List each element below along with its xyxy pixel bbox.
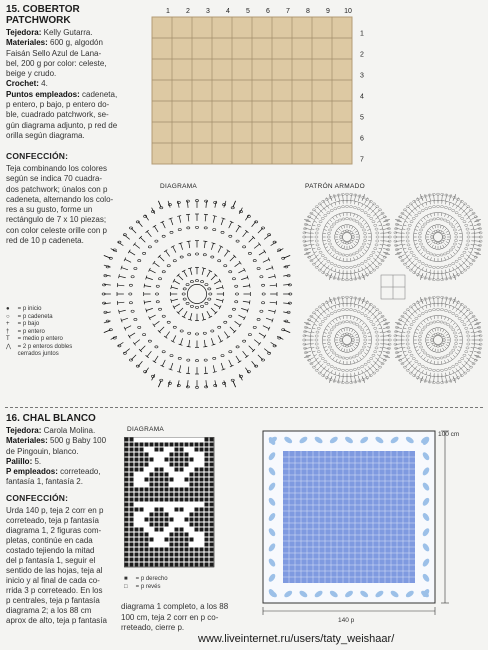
legend-item: † = p entero [6,328,45,335]
grid-col-label: 6 [266,8,270,15]
grid-col-label: 1 [166,8,170,15]
legend-item: T = medio p entero [6,336,63,342]
confeccion2-line: sentido de las hojas, teja al [6,566,103,575]
confeccion2-line: pletas, continúe en cada [6,536,93,545]
confeccion2-line: diagrama 2; a los 88 cm [6,606,92,615]
patchwork-grid-figure [140,0,380,170]
confeccion-line: Teja combinando los colores [6,164,107,173]
confeccion-line: res a su gusto, forme un [6,205,93,215]
confeccion2-line: correteado, teja p fantasía [6,516,99,525]
section1-legend [6,306,106,359]
grid-col-label: 3 [206,8,210,15]
section1-title-line1: 15. COBERTOR [6,4,80,15]
materials-line: beige y crudo. [6,69,57,79]
confeccion-line: rectángulo de 7 x 10 piezas; [6,215,107,225]
materials-line: Crochet: 4. [6,79,48,89]
materials-line: Puntos empleados: cadeneta, [6,89,118,99]
legend-symbol: + [6,321,10,327]
confeccion2-line: aprox de alto, teja p fantasía [6,616,107,625]
knit-legend [124,576,214,591]
confeccion-line: cadeneta, alternando los colo- [6,194,114,204]
materials2-label: Materiales: [6,436,48,446]
knit-legend-item: ■ = p derecho [124,576,168,582]
confeccion2-line: costado tejiendo la mitad [6,546,95,555]
materials2-line: Materiales: 500 g Baby 100 [6,436,107,446]
section2-confeccion-title: CONFECCIÓN: [6,493,69,503]
legend-symbol: † [6,328,10,335]
continued-line: rreteado, cierre p. [121,623,185,632]
legend-symbol: ● [6,306,10,312]
materials-line: ble, cuadrado patchwork, se- [6,110,109,120]
materials-line: Materiales: 600 g, algodón [6,38,103,48]
section1-title-line2: PATCHWORK [6,15,71,26]
confeccion2-line: inicio y al final de cada co- [6,576,100,585]
section1-title [6,4,80,26]
assembly-pattern [302,190,484,395]
materials-line: orilla según diagrama. [6,130,85,140]
section2-confeccion-text [6,506,124,626]
materials-label: Puntos empleados: [6,89,80,99]
materials-line: Tejedora: Kelly Gutarra. [6,28,93,37]
grid-row-label: 1 [360,30,364,38]
legend-symbol: T [6,336,10,342]
confeccion2-line: p centrales, teja p fantasía [6,596,100,605]
section2-materials [6,426,124,488]
legend-symbol: ⋀ [6,343,11,350]
grid-col-label: 4 [226,8,230,15]
confeccion2-line: rrida 3 p correteado. En los [6,586,103,595]
materials2-line: fantasía 1, fantasía 2. [6,477,83,487]
grid-col-label: 2 [186,8,190,15]
patron-label: PATRÓN ARMADO [305,183,365,190]
materials2-line: P empleados: correteado, [6,467,101,477]
legend-item: + = p bajo [6,321,40,327]
materials-line: bel, 200 g por color: celeste, [6,58,107,68]
crochet-octagon-diagram [95,192,300,397]
knit-diagram-label: DIAGRAMA [127,426,165,433]
confeccion-line: dos patchwork; únalos con p [6,184,108,194]
section2-continued-text [121,602,271,634]
grid-col-label: 9 [326,8,330,15]
knit-chart [124,437,218,573]
materials-label: Materiales: [6,38,48,48]
section1-confeccion-title: CONFECCIÓN: [6,151,69,161]
grid-col-label: 5 [246,8,250,15]
grid-col-label: 8 [306,8,310,15]
grid-row-label: 7 [360,156,364,164]
confeccion-line: red de 10 p cadeneta. [6,236,84,246]
grid-row-label: 4 [360,93,364,101]
confeccion-line: según se indica 70 cuadra- [6,174,103,184]
grid-row-label: 6 [360,135,364,143]
materials-line: p entero, p bajo, p entero do- [6,100,110,110]
dim-bottom-label: 140 p [338,617,355,624]
materials-line: gún diagrama adjunto, p red de [6,120,118,130]
continued-line: diagrama 1 completo, a los 88 [121,602,229,611]
section1-materials [6,28,146,141]
materials2-line: de Pingouin, blanco. [6,446,79,456]
section-divider [5,407,483,408]
materials-label: Tejedora: [6,28,42,37]
dim-right-label: 100 cm [438,431,460,438]
materials-label: Crochet: [6,79,39,89]
confeccion2-line: Urda 140 p, teja 2 corr en p [6,506,104,515]
watermark-url: www.liveinternet.ru/users/taty_weishaar/ [198,633,395,645]
grid-row-label: 5 [360,114,364,122]
legend-item: ● = p inicio [6,306,42,312]
materials2-line: Tejedora: Carola Molina. [6,426,96,435]
grid-col-label: 10 [344,8,352,15]
shawl-figure [258,426,486,631]
legend-item: cerrados juntos [16,351,59,357]
materials2-label: Tejedora: [6,426,42,435]
materials-line: Faisán Sello Azul de Lana- [6,48,102,58]
materials2-line: Palillo: 5. [6,456,42,466]
knit-legend-symbol: ■ [124,576,128,582]
materials2-label: Palillo: [6,456,33,466]
confeccion2-line: del p fantasía 1, seguir el [6,556,96,565]
patchwork-grid [152,8,364,164]
confeccion2-line: diagrama 1, 2 figuras com- [6,526,102,535]
confeccion-line: con color celeste orille con p [6,225,107,235]
materials2-label: P empleados: [6,467,58,477]
section2-title: 16. CHAL BLANCO [6,413,96,424]
legend-item: ○ = p cadeneta [6,313,53,320]
grid-col-label: 7 [286,8,290,15]
diagram-label: DIAGRAMA [160,183,198,190]
knit-legend-symbol: □ [124,583,128,590]
knit-legend-item: □ = p revés [124,583,161,590]
legend-symbol: ○ [6,313,10,320]
grid-row-label: 3 [360,72,364,80]
legend-item: ⋀ = 2 p enteros dobles [6,343,73,350]
grid-row-label: 2 [360,51,364,59]
continued-line: 100 cm, teja 2 corr en p co- [121,612,219,622]
